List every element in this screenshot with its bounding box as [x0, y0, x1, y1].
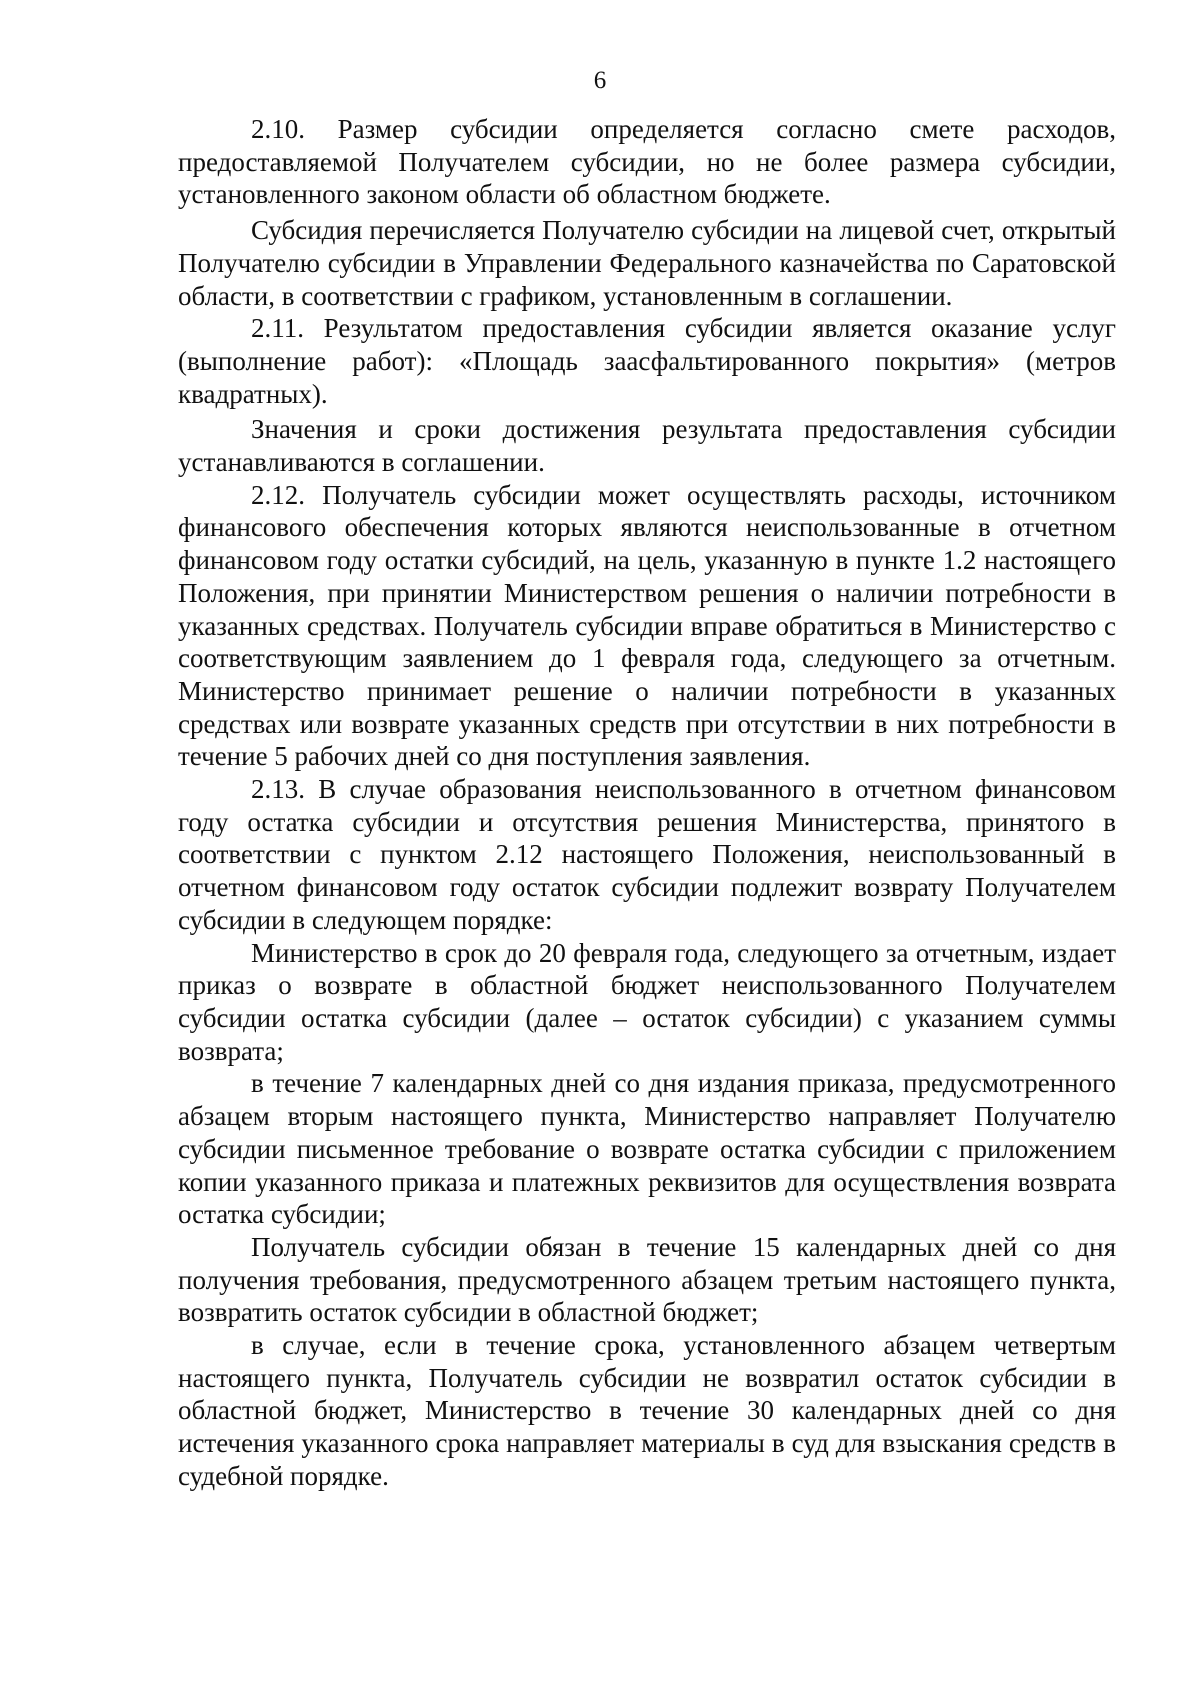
paragraph-2-10: 2.10. Размер субсидии определяется согласно смете расходов, предоставляемой Получателем субсидии, но не более размера субсидии, установленного законом области об областном бюджете.: [178, 114, 1116, 210]
paragraph-2-11: 2.11. Результатом предоставления субсидии является оказание услуг (выполнение работ): «Площадь заасфальтированного покрытия» (метров квадратных).: [178, 313, 1116, 409]
paragraph-2-12: 2.12. Получатель субсидии может осуществлять расходы, источником финансового обеспечения которых являются неиспользованные в отчетном финансовом году остатки субсидий, на цель, указанную в пункте 1.2 настоящего Положения, при принятии Министерством решения о наличии потребности в указанных средствах. Получатель субсидии вправе обратиться в Министерство с соответствующим заявлением до 1 февраля года, следующего за отчетным. Министерство принимает решение о наличии потребности в указанных средствах или возврате указанных средств при отсутствии в них потребности в течение 5 рабочих дней со дня поступления заявления.: [178, 479, 1116, 772]
paragraph-7-days: в течение 7 календарных дней со дня издания приказа, предусмотренного абзацем вторым настоящего пункта, Министерство направляет Получателю субсидии письменное требование о возврате остатка субсидии с приложением копии указанного приказа и платежных реквизитов для осуществления возврата остатка субсидии;: [178, 1068, 1116, 1230]
paragraph-2-13: 2.13. В случае образования неиспользованного в отчетном финансовом году остатка субсидии и отсутствия решения Министерства, принятого в соответствии с пунктом 2.12 настоящего Положения, неиспользованный в отчетном финансовом году остаток субсидии подлежит возврату Получателем субсидии в следующем порядке:: [178, 774, 1116, 935]
page-number: 6: [593, 67, 607, 94]
paragraph-result-values: Значения и сроки достижения результата предоставления субсидии устанавливаются в соглашении.: [178, 414, 1116, 478]
paragraph-subsidy-transfer: Субсидия перечисляется Получателю субсидии на лицевой счет, открытый Получателю субсидии в Управлении Федерального казначейства по Саратовской области, в соответствии с графиком, установленным в соглашении.: [178, 215, 1116, 311]
document-body: [178, 113, 1116, 1493]
paragraph-ministry-order: Министерство в срок до 20 февраля года, следующего за отчетным, издает приказ о возврате в областной бюджет неиспользованного Получателем субсидии остатка субсидии (далее – остаток субсидии) с указанием суммы возврата;: [178, 937, 1116, 1066]
paragraph-court: в случае, если в течение срока, установленного абзацем четвертым настоящего пункта, Получатель субсидии не возвратил остаток субсидии в областной бюджет, Министерство в течение 30 календарных дней со дня истечения указанного срока направляет материалы в суд для взыскания средств в судебной порядке.: [178, 1330, 1116, 1491]
paragraph-15-days: Получатель субсидии обязан в течение 15 календарных дней со дня получения требования, предусмотренного абзацем третьим настоящего пункта, возвратить остаток субсидии в областной бюджет;: [178, 1231, 1116, 1328]
